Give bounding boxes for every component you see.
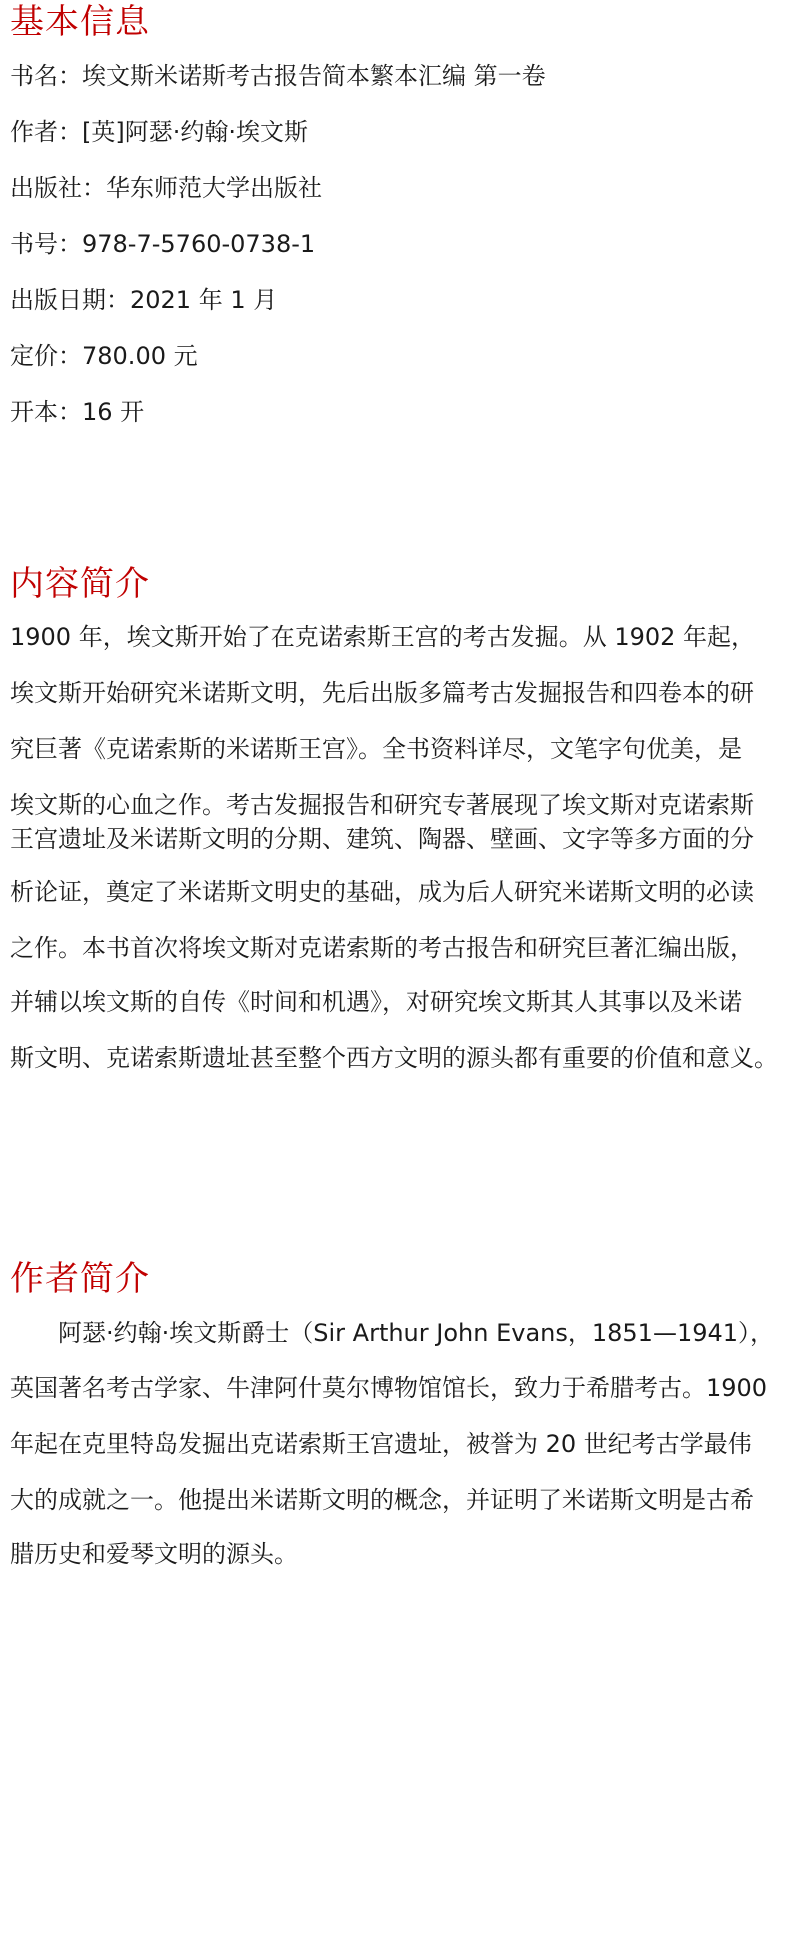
info-price-value: 780.00 元 [82, 342, 198, 370]
info-publisher-label: 出版社： [10, 174, 106, 202]
info-author [10, 115, 308, 149]
info-isbn-value: 978-7-5760-0738-1 [82, 230, 316, 258]
author-intro-line: 阿瑟·约翰·埃文斯爵士（Sir Arthur John Evans，1851—1941）， [58, 1319, 775, 1347]
info-publisher-value: 华东师范大学出版社 [106, 174, 322, 202]
author-intro-heading: 作者简介 [10, 1259, 150, 1299]
info-publisher [10, 171, 322, 205]
info-author-value: [英]阿瑟·约翰·埃文斯 [82, 118, 308, 146]
info-format-value: 16 开 [82, 398, 145, 426]
content-intro-heading: 内容简介 [10, 564, 150, 604]
content-intro-line: 之作。本书首次将埃文斯对克诺索斯的考古报告和研究巨著汇编出版， [10, 934, 754, 962]
author-intro-line: 年起在克里特岛发掘出克诺索斯王宫遗址，被誉为 20 世纪考古学最伟 [10, 1430, 752, 1458]
info-format-label: 开本： [10, 398, 82, 426]
info-isbn-label: 书号： [10, 230, 82, 258]
info-price-label: 定价： [10, 342, 82, 370]
info-title-value: 埃文斯米诺斯考古报告简本繁本汇编 第一卷 [82, 62, 546, 90]
info-price [10, 339, 198, 373]
content-intro-line: 1900 年，埃文斯开始了在克诺索斯王宫的考古发掘。从 1902 年起， [10, 623, 756, 651]
info-pub-date [10, 283, 277, 317]
author-intro-line: 腊历史和爱琴文明的源头。 [10, 1540, 298, 1568]
info-pub-date-value: 2021 年 1 月 [130, 286, 278, 314]
content-intro-line: 斯文明、克诺索斯遗址甚至整个西方文明的源头都有重要的价值和意义。 [10, 1044, 778, 1072]
info-pub-date-label: 出版日期： [10, 286, 130, 314]
author-intro-line: 大的成就之一。他提出米诺斯文明的概念，并证明了米诺斯文明是古希 [10, 1486, 754, 1514]
content-intro-line: 王宫遗址及米诺斯文明的分期、建筑、陶器、壁画、文字等多方面的分 [10, 825, 754, 853]
info-format [10, 395, 144, 429]
content-intro-line: 究巨著《克诺索斯的米诺斯王宫》。全书资料详尽，文笔字句优美，是 [10, 735, 742, 763]
info-isbn [10, 227, 315, 261]
content-intro-line: 埃文斯的心血之作。考古发掘报告和研究专著展现了埃文斯对克诺索斯 [10, 791, 754, 819]
info-title [10, 59, 546, 93]
content-intro-line: 并辅以埃文斯的自传《时间和机遇》，对研究埃文斯其人其事以及米诺 [10, 988, 742, 1016]
basic-info-heading: 基本信息 [10, 2, 150, 42]
content-intro-line: 析论证，奠定了米诺斯文明史的基础，成为后人研究米诺斯文明的必读 [10, 878, 754, 906]
author-intro-line: 英国著名考古学家、牛津阿什莫尔博物馆馆长，致力于希腊考古。1900 [10, 1374, 768, 1402]
info-title-label: 书名： [10, 62, 82, 90]
info-author-label: 作者： [10, 118, 82, 146]
content-intro-line: 埃文斯开始研究米诺斯文明，先后出版多篇考古发掘报告和四卷本的研 [10, 679, 754, 707]
